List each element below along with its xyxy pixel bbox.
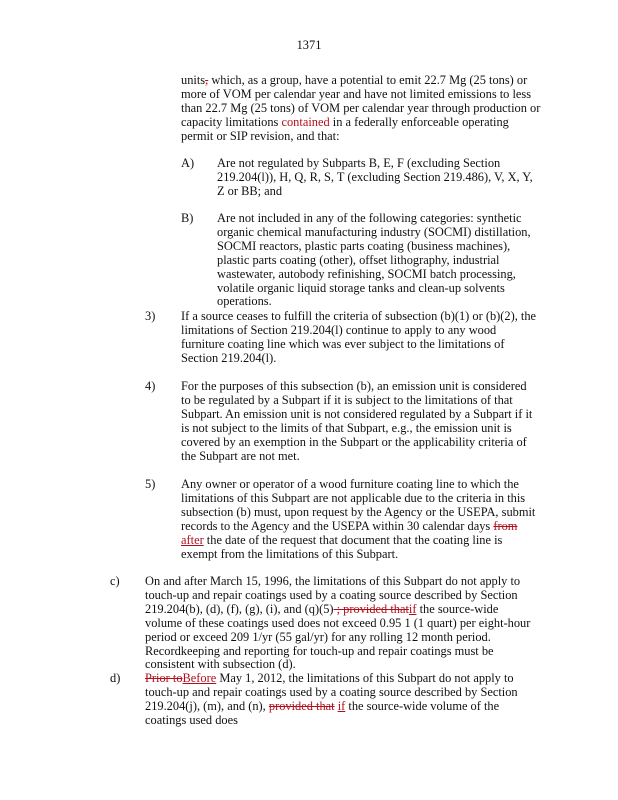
item-b-label: B) <box>181 211 194 225</box>
intro-paragraph <box>181 74 541 144</box>
item-a-label: A) <box>181 156 195 170</box>
deleted-prior-to: Prior to <box>145 671 183 685</box>
item-4-text: For the purposes of this subsection (b), an emission unit is considered to be regulated by a Subpart if it is subject to the limitations of that Subpart. An emission unit is not considered regulated by a Subpart if it is not subject to the limits of that Subpart, e.g., the emission unit is covered by an exemption in the Subpart or the applicability criteria of the Subpart are not met. <box>181 379 533 463</box>
item-5-text <box>181 478 537 561</box>
item-d-text-2: the source-wide volume of the coatings used does <box>145 698 500 727</box>
inserted-contained: contained <box>281 114 330 129</box>
item-5-text-2: the date of the request that document that the coating line is exempt from the limitations of this Subpart. <box>181 532 503 561</box>
item-5-text-1: Any owner or operator of a wood furniture coating line to which the limitations of this Subpart are not applicable due to the criteria in this subsection (b) must, upon request by the Agency or the USEPA, submit records to the Agency and the USEPA within 30 calendar days <box>181 477 536 533</box>
intro-text-2: which, as a group, have a potential to emit 22.7 Mg (25 tons) or more of VOM per calendar year and have not limited emissions to less than 22.7 Mg (25 tons) of VOM per calendar year through production or capacity limitations <box>181 73 541 129</box>
page-number: 1371 <box>296 38 322 52</box>
deleted-from: from <box>493 518 518 533</box>
item-a-text: Are not regulated by Subparts B, E, F (excluding Section 219.204(l)), H, Q, R, S, T (excluding Section 219.486), V, X, Y, Z or BB; and <box>217 156 533 198</box>
inserted-before: Before <box>182 671 217 685</box>
inserted-if-d: if <box>337 698 346 713</box>
item-c-text-2: the source-wide volume of these coatings used does not exceed 0.95 1 (1 quart) per eight-hour period or exceed 209 1/yr (55 gal/yr) for any rolling 12 month period. Recordkeeping and reporting for touch-up and repair coatings must be consistent with subsection (d). <box>145 601 531 672</box>
deleted-provided-that: ; provided that <box>333 601 409 616</box>
deleted-provided-that-d: provided that <box>268 698 335 713</box>
intro-text-1: units <box>181 73 206 87</box>
intro-text-3: in a federally enforceable operating permit or SIP revision, and that: <box>181 114 509 143</box>
item-4-label: 4) <box>145 379 156 393</box>
item-d-text-1: May 1, 2012, the limitations of this Subpart do not apply to touch-up and repair coatings used by a coating source described by Section 219.204(j), (m), and (n), <box>145 671 518 713</box>
inserted-if: if <box>408 601 417 616</box>
item-c-label: c) <box>110 574 120 588</box>
item-c-text-1: On and after March 15, 1996, the limitations of this Subpart do not apply to touch-up and repair coatings used by a coating source described by Section 219.204(b), (d), (f), (g), (i), and (q)(5) <box>145 574 521 616</box>
item-d-text <box>145 672 542 728</box>
item-3-text: If a source ceases to fulfill the criteria of subsection (b)(1) or (b)(2), the limitations of Section 219.204(l) continue to apply to any wood furniture coating line which was ever subject to the limitations of Section 219.204(l). <box>181 309 537 365</box>
deleted-comma: , <box>205 73 209 87</box>
inserted-after: after <box>181 532 204 547</box>
item-b-text: Are not included in any of the following categories: synthetic organic chemical manufacturing industry (SOCMI) distillation, SOCMI reactors, plastic parts coating (business machines), plastic parts coating (other), offset lithography, industrial wastewater, autobody refinishing, SOCMI batch processing, volatile organic liquid storage tanks and clean-up solvents operations. <box>217 211 531 309</box>
item-d-label: d) <box>110 671 121 685</box>
item-5-label: 5) <box>145 477 156 491</box>
item-c-text <box>145 575 538 672</box>
item-3-label: 3) <box>145 309 156 323</box>
